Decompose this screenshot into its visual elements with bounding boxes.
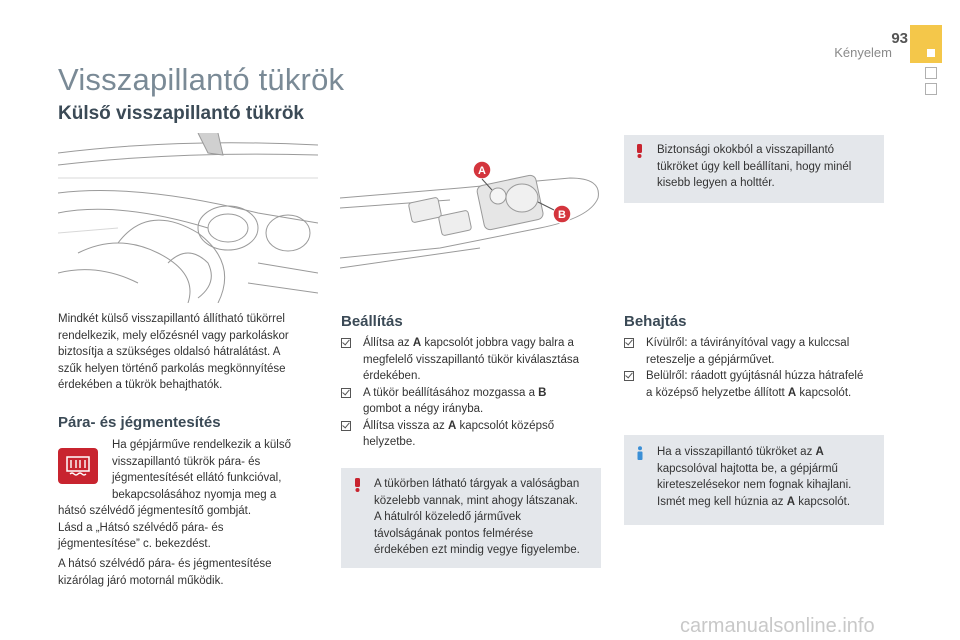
- warning-line: A hátulról közeledő járművek: [374, 511, 522, 523]
- info-line: [657, 461, 851, 478]
- defrost-text: [58, 503, 328, 553]
- info-line: [657, 477, 851, 494]
- adjust-item-cont: érdekében.: [363, 370, 421, 382]
- warning-line: közelebb vannak, mint ahogy látszanak.: [374, 494, 578, 507]
- defrost-note-line: A hátsó szélvédő pára- és jégmentesítése: [58, 558, 272, 570]
- adjust-item-cont: helyzetbe.: [363, 436, 416, 448]
- defrost-text-indented: [112, 437, 322, 503]
- safety-warning-box: [624, 135, 884, 203]
- safety-line: kisebb legyen a holttér.: [657, 177, 775, 189]
- fold-item-text: Belülről: ráadott gyújtásnál húzza hátrafelé: [646, 370, 864, 382]
- fold-heading: Behajtás: [624, 313, 687, 330]
- intro-line: rendelkezik, mely előzésnél vagy parkoláskor: [58, 329, 289, 342]
- safety-line: tükröket úgy kell beállítani, hogy minél: [657, 160, 852, 173]
- intro-line: szűk helyen történő parkolás megkönnyítése: [58, 362, 286, 375]
- defrost-line: Ha gépjárműve rendelkezik a külső: [112, 439, 291, 451]
- defrost-line: jégmentesítése” c. bekezdést.: [58, 538, 211, 550]
- adjust-item-text: kapcsolót jobbra vagy balra a: [421, 337, 574, 349]
- defrost-line: visszapillantó tükrök pára- és: [112, 455, 261, 468]
- fold-item-bold: A: [787, 386, 797, 399]
- bullet-check-icon: [341, 421, 351, 431]
- adjust-item: [341, 385, 603, 418]
- bullet-check-icon: [341, 338, 351, 348]
- adjust-list: [341, 335, 603, 451]
- chapter-tab[interactable]: [925, 83, 937, 95]
- label-a: A: [478, 165, 486, 177]
- adjust-item-text: A tükör beállításához mozgassa a: [363, 386, 539, 399]
- adjust-item: [341, 335, 603, 385]
- info-icon: [634, 446, 646, 460]
- chapter-tab[interactable]: [925, 67, 937, 79]
- watermark: carmanualsonline.info: [680, 615, 875, 637]
- label-b: B: [558, 209, 566, 221]
- section-subtitle: Külső visszapillantó tükrök: [58, 103, 304, 124]
- defrost-heading: Pára- és jégmentesítés: [58, 414, 221, 431]
- adjust-item-text: Állítsa vissza az: [363, 419, 448, 432]
- mirror-switch-illustration: [340, 158, 602, 278]
- defrost-line: Lásd a „Hátsó szélvédő pára- és: [58, 521, 224, 534]
- warning-line: érdekében ezt mindig vegye figyelembe.: [374, 544, 580, 556]
- fold-item-cont: [646, 385, 886, 402]
- fold-item-text: Kívülről: a távirányítóval vagy a kulccsal: [646, 337, 850, 349]
- adjust-heading: Beállítás: [341, 313, 403, 330]
- interior-illustration: [58, 133, 318, 303]
- defrost-note-line: kizárólag járó motornál működik.: [58, 574, 224, 587]
- tab-marker-icon: [927, 49, 935, 57]
- switch-panel-drawing: [340, 158, 602, 278]
- info-line-text: kapcsolóval hajtotta be, a gépjármű: [657, 462, 838, 475]
- warning-icon: [352, 478, 363, 492]
- fold-item-cont-text: kapcsolót.: [796, 386, 852, 399]
- info-line: [657, 444, 851, 461]
- info-line-text: kireteszelésekor nem fognak kihajlani.: [657, 479, 852, 491]
- fold-item: [624, 368, 886, 401]
- adjust-item-text: Állítsa az: [363, 337, 413, 349]
- fold-item-cont-text: a középső helyzetbe állított: [646, 386, 788, 399]
- section-label: Kényelem: [834, 45, 892, 60]
- defrost-line: jégmentesítését ellátó funkcióval,: [112, 472, 282, 484]
- info-line-bold: A: [815, 446, 824, 458]
- intro-paragraph: [58, 311, 328, 394]
- fold-item-cont: reteszelje a gépjárművet.: [646, 353, 775, 366]
- page-number: 93: [891, 30, 908, 47]
- warning-line: A tükörben látható tárgyak a valóságban: [374, 478, 580, 490]
- adjust-item-cont: megfelelő visszapillantó tükör kiválasztása: [363, 353, 580, 366]
- adjust-item-bold: A: [412, 337, 422, 349]
- bullet-check-icon: [624, 338, 634, 348]
- intro-line: Mindkét külső visszapillantó állítható tükörrel: [58, 313, 285, 325]
- fold-info-box: [624, 435, 884, 525]
- warning-line: távolságának pontos felmérése: [374, 527, 534, 540]
- bullet-check-icon: [624, 371, 634, 381]
- chapter-tab-active[interactable]: [910, 25, 942, 63]
- info-line-text: kapcsolót.: [795, 495, 851, 508]
- page-title: Visszapillantó tükrök: [58, 62, 345, 97]
- fold-list: [624, 335, 886, 401]
- dashboard-mirror-drawing: [58, 133, 318, 303]
- info-line: [657, 494, 851, 511]
- rear-defrost-icon: [58, 448, 98, 484]
- defrost-line: hátsó szélvédő jégmentesítő gombját.: [58, 505, 252, 517]
- adjust-item-bold: A: [448, 419, 457, 432]
- defrost-note: [58, 556, 328, 589]
- adjust-item-text: kapcsolót középső: [456, 419, 555, 432]
- intro-line: érdekében a tükrök behajthatók.: [58, 379, 223, 391]
- info-line-text: Ismét meg kell húznia az: [657, 495, 787, 508]
- info-line-bold: A: [786, 495, 796, 508]
- adjust-item-cont: gombot a négy irányba.: [363, 403, 484, 415]
- defrost-line: bekapcsolásához nyomja meg a: [112, 488, 277, 501]
- mirror-warning-box: [341, 468, 601, 568]
- safety-line: Biztonsági okokból a visszapillantó: [657, 144, 835, 156]
- bullet-check-icon: [341, 388, 351, 398]
- info-line-text: Ha a visszapillantó tükröket az: [657, 446, 816, 458]
- intro-line: biztosítja a szükséges oldalsó hátralátást. A: [58, 346, 281, 358]
- adjust-item: [341, 418, 603, 451]
- adjust-item-bold: B: [538, 386, 547, 399]
- fold-item: [624, 335, 886, 368]
- warning-icon: [634, 144, 645, 158]
